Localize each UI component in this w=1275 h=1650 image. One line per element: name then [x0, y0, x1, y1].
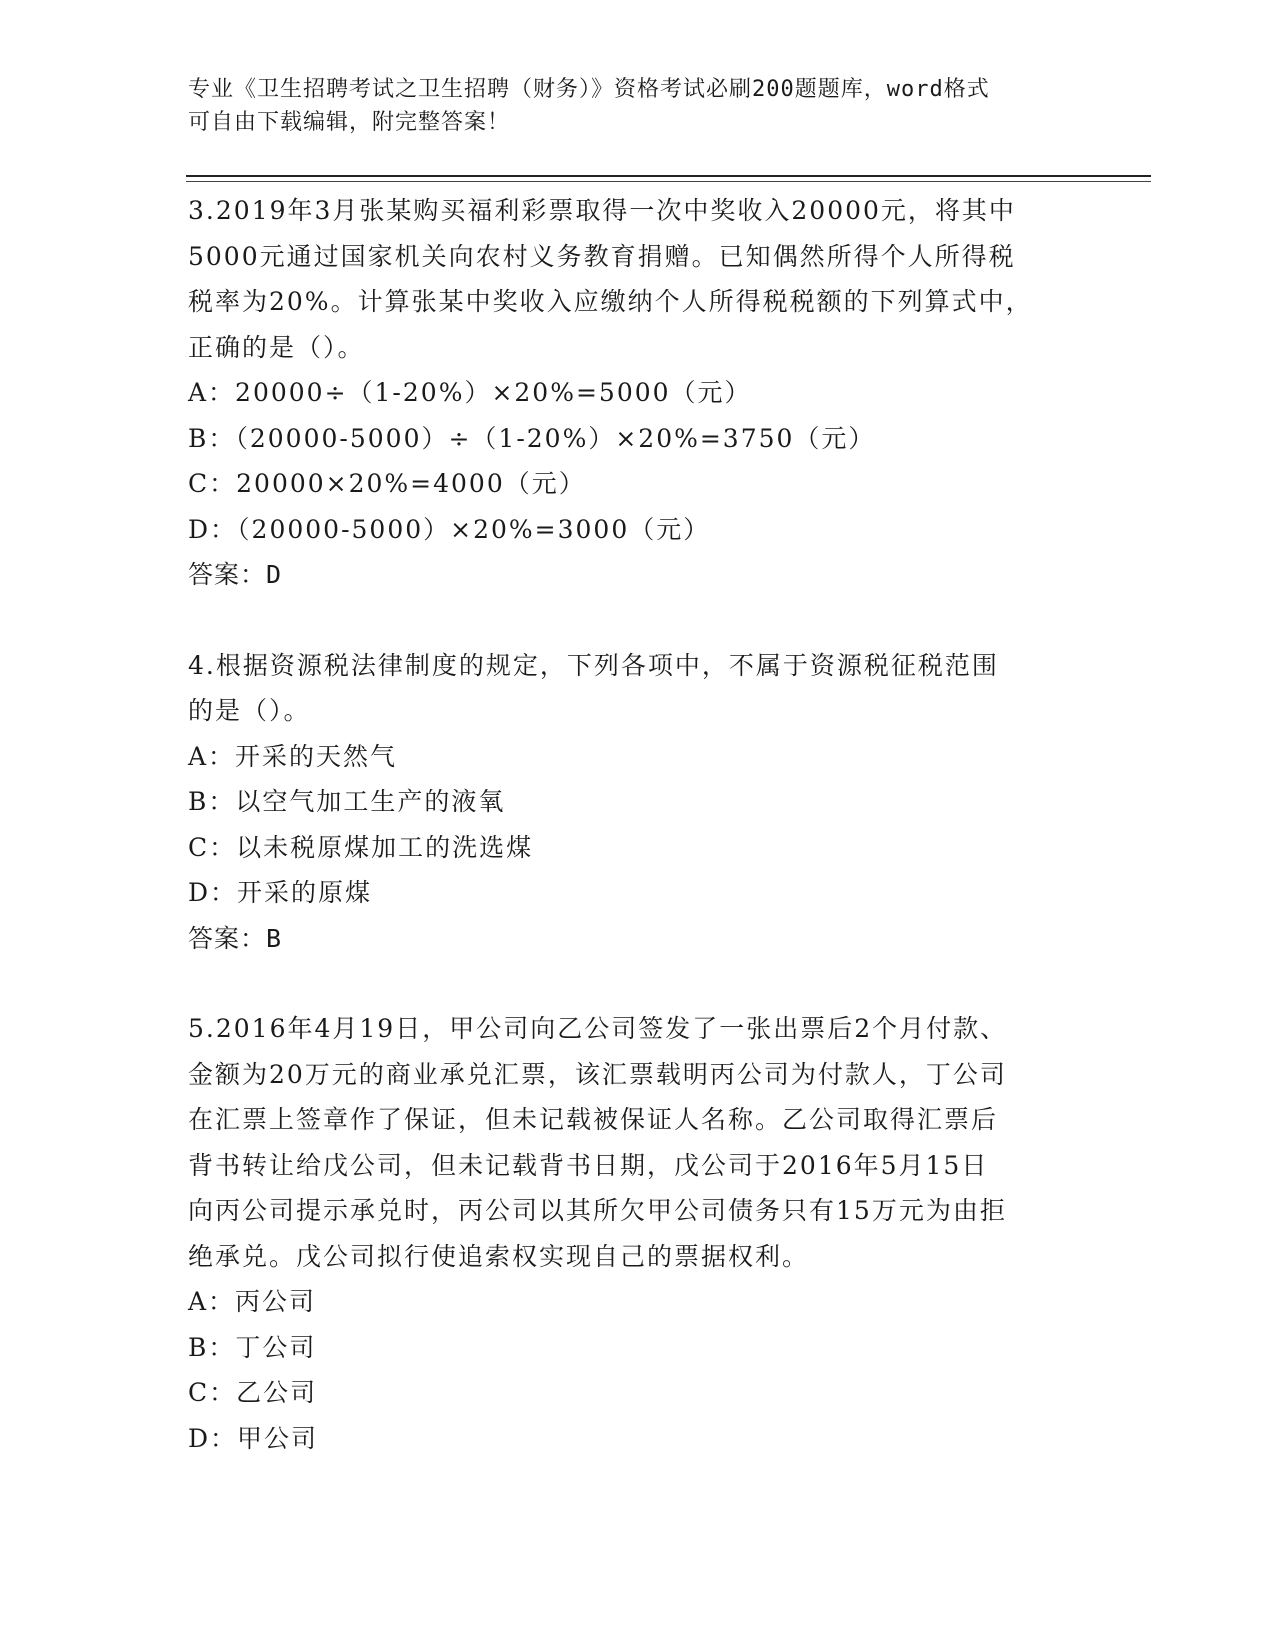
question-spacer	[188, 961, 1088, 1006]
question-3	[188, 188, 1088, 598]
option-b: B：丁公司	[188, 1332, 317, 1362]
answer-label: 答案：D	[188, 560, 283, 589]
question-text-line: 正确的是（）。	[188, 332, 365, 362]
question-text-line: 的是（）。	[188, 696, 311, 725]
question-text-line: 在汇票上签章作了保证，但未记载被保证人名称。乙公司取得汇票后	[188, 1105, 999, 1134]
option-d: D：（20000-5000）×20%=3000（元）	[188, 514, 711, 544]
header-line-1: 专业《卫生招聘考试之卫生招聘（财务）》资格考试必刷200题题库，word格式	[188, 77, 990, 102]
option-a: A：丙公司	[188, 1287, 317, 1316]
option-d: D：甲公司	[188, 1423, 319, 1453]
question-text-line: 税率为20%。计算张某中奖收入应缴纳个人所得税税额的下列算式中，	[188, 287, 1033, 316]
question-text-line: 3.2019年3月张某购买福利彩票取得一次中奖收入20000元，将其中	[188, 196, 1016, 225]
document-header	[188, 73, 1078, 139]
option-c: C：乙公司	[188, 1378, 318, 1407]
option-b: B：（20000-5000）÷（1-20%）×20%=3750（元）	[188, 423, 876, 453]
question-5	[188, 1006, 1088, 1461]
answer-label: 答案：B	[188, 923, 283, 953]
question-text-line: 5000元通过国家机关向农村义务教育捐赠。已知偶然所得个人所得税	[188, 241, 1016, 271]
header-divider-thin	[186, 181, 1151, 182]
option-a: A：20000÷（1-20%）×20%=5000（元）	[188, 378, 752, 407]
question-4	[188, 643, 1088, 962]
question-text-line: 绝承兑。戊公司拟行使追索权实现自己的票据权利。	[188, 1241, 810, 1271]
option-c: C：以未税原煤加工的洗选煤	[188, 832, 534, 862]
question-text-line: 金额为20万元的商业承兑汇票，该汇票载明丙公司为付款人，丁公司	[188, 1059, 1007, 1089]
option-b: B：以空气加工生产的液氧	[188, 787, 506, 816]
option-d: D：开采的原煤	[188, 878, 373, 907]
option-c: C：20000×20%=4000（元）	[188, 469, 586, 498]
question-spacer	[188, 598, 1088, 643]
question-text-line: 向丙公司提示承兑时，丙公司以其所欠甲公司债务只有15万元为由拒	[188, 1196, 1007, 1225]
header-divider-thick	[186, 175, 1151, 177]
question-text-line: 背书转让给戊公司，但未记载背书日期，戊公司于2016年5月15日	[188, 1150, 989, 1180]
option-a: A：开采的天然气	[188, 741, 398, 771]
question-text-line: 5.2016年4月19日，甲公司向乙公司签发了一张出票后2个月付款、	[188, 1014, 1008, 1043]
header-line-2: 可自由下载编辑，附完整答案！	[188, 110, 511, 135]
question-list	[188, 188, 1088, 1461]
question-text-line: 4.根据资源税法律制度的规定，下列各项中，不属于资源税征税范围	[188, 650, 999, 680]
